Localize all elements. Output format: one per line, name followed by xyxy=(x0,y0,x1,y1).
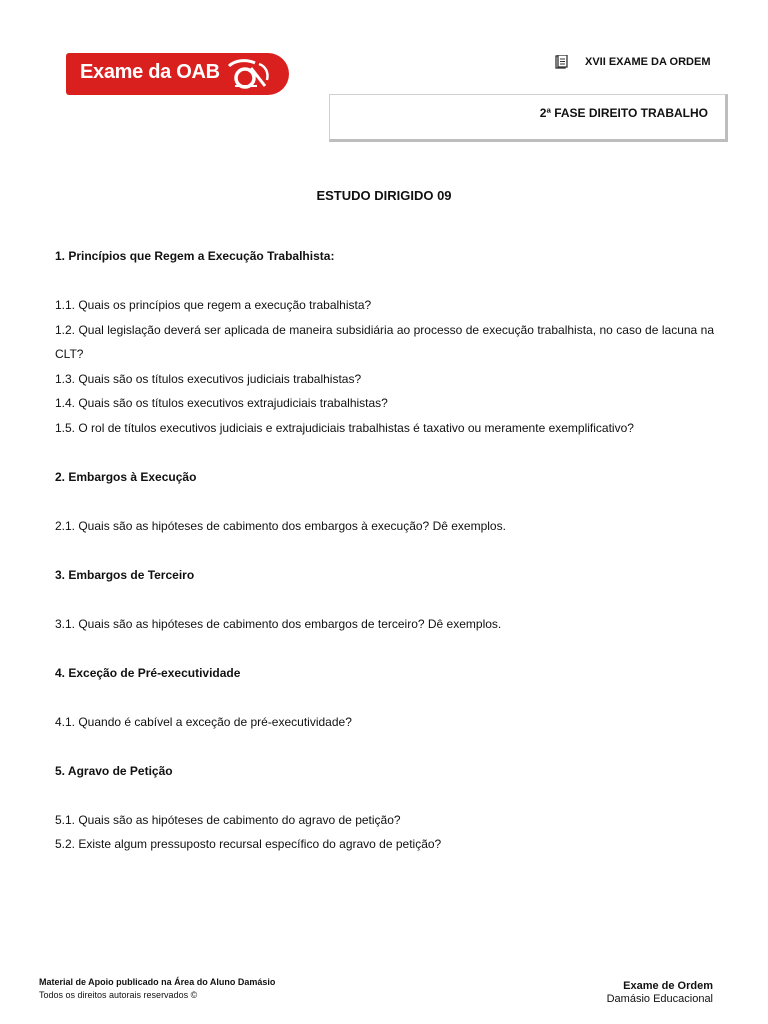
footer-copyright: Todos os direitos autorais reservados © xyxy=(39,990,198,1000)
exam-title: XVII EXAME DA ORDEM xyxy=(585,56,711,68)
question: 1.5. O rol de títulos executivos judiciais e extrajudiciais trabalhistas é taxativo ou meramente exemplificativo? xyxy=(55,420,634,435)
footer-publisher-note: Material de Apoio publicado na Área do Aluno Damásio xyxy=(39,977,276,987)
footer-right xyxy=(607,980,713,1006)
scales-emblem-icon xyxy=(221,56,276,92)
section-heading: 1. Princípios que Regem a Execução Trabalhista: xyxy=(55,249,335,263)
question: 1.2. Qual legislação deverá ser aplicada de maneira subsidiária ao processo de execução trabalhista, no caso de lacuna na CLT? xyxy=(55,322,714,361)
question: 1.3. Quais são os títulos executivos judiciais trabalhistas? xyxy=(55,371,362,386)
phase-label: 2ª FASE DIREITO TRABALHO xyxy=(539,106,708,120)
question: 3.1. Quais são as hipóteses de cabimento dos embargos de terceiro? Dê exemplos. xyxy=(55,616,502,631)
question: 5.1. Quais são as hipóteses de cabimento do agravo de petição? xyxy=(55,812,401,827)
study-content xyxy=(55,244,714,857)
section-heading: 4. Exceção de Pré-executividade xyxy=(55,665,241,680)
logo-text: Exame da OAB xyxy=(80,61,220,83)
footer-exam-label: Exame de Ordem xyxy=(623,980,713,992)
document-icon xyxy=(555,55,568,69)
question: 4.1. Quando é cabível a exceção de pré-executividade? xyxy=(55,714,352,729)
oab-logo xyxy=(66,53,289,95)
footer-institution: Damásio Educacional xyxy=(606,993,713,1005)
question: 2.1. Quais são as hipóteses de cabimento dos embargos à execução? Dê exemplos. xyxy=(55,518,506,533)
section-heading: 3. Embargos de Terceiro xyxy=(55,567,195,582)
phase-box xyxy=(329,94,728,142)
document-title: ESTUDO DIRIGIDO 09 xyxy=(316,188,452,203)
question: 5.2. Existe algum pressuposto recursal específico do agravo de petição? xyxy=(55,837,442,851)
question: 1.4. Quais são os títulos executivos extrajudiciais trabalhistas? xyxy=(55,396,388,410)
section-heading: 5. Agravo de Petição xyxy=(55,763,173,778)
footer-left xyxy=(39,976,275,1002)
section-heading: 2. Embargos à Execução xyxy=(55,469,197,484)
question: 1.1. Quais os princípios que regem a execução trabalhista? xyxy=(55,298,372,312)
